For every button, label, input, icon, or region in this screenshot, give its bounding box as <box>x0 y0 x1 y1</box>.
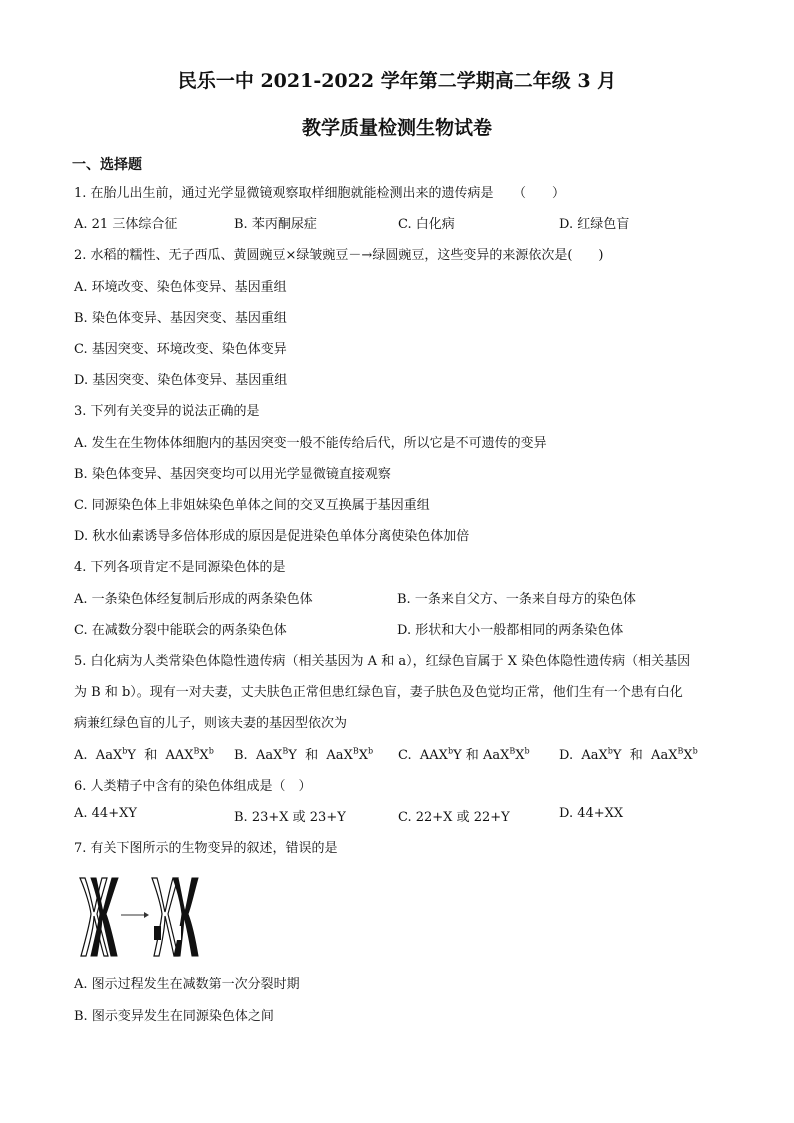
q5-option-a: A. AaX$^b$Y 和 $AAX^BX^b$ <box>74 746 214 763</box>
q4-option-b: B. 一条来自父方、一条来自母方的染色体 <box>397 592 636 607</box>
q3-option-b: B. 染色体变异、基因突变均可以用光学显微镜直接观察 <box>74 467 391 482</box>
q4-option-d: D. 形状和大小一般都相同的两条染色体 <box>397 623 624 638</box>
question-1-stem: 1. 在胎儿出生前，通过光学显微镜观察取样细胞就能检测出来的遗传病是 （ ） <box>74 186 566 201</box>
question-3-stem: 3. 下列有关变异的说法正确的是 <box>74 404 260 419</box>
q1-option-b: B. 苯丙酮尿症 <box>234 217 317 232</box>
q3-option-c: C. 同源染色体上非姐妹染色单体之间的交叉互换属于基因重组 <box>74 498 430 513</box>
chromosome-crossover-figure <box>74 874 199 960</box>
question-4-stem: 4. 下列各项肯定不是同源染色体的是 <box>74 560 286 575</box>
q4-option-a: A. 一条染色体经复制后形成的两条染色体 <box>74 592 313 607</box>
question-5-line-1: 5. 白化病为人类常染色体隐性遗传病（相关基因为 A 和 a），红绿色盲属于 X 染色体隐性遗传病（相关基因 <box>74 654 691 669</box>
q6-option-b: B. 23+X 或 23+Y <box>234 810 346 825</box>
q2-option-d: D. 基因突变、染色体变异、基因重组 <box>74 373 288 388</box>
homologous-pair-before <box>80 878 118 956</box>
q3-option-a: A. 发生在生物体体细胞内的基因突变一般不能传给后代，所以它是不可遗传的变异 <box>74 436 547 451</box>
q4-option-c: C. 在减数分裂中能联会的两条染色体 <box>74 623 287 638</box>
q2-option-a: A. 环境改变、染色体变异、基因重组 <box>74 280 287 295</box>
q7-option-a: A. 图示过程发生在减数第一次分裂时期 <box>74 977 300 992</box>
arrow-icon <box>121 912 149 918</box>
question-2-stem: 2. 水稻的糯性、无子西瓜、黄圆豌豆×绿皱豌豆－→绿圆豌豆，这些变异的来源依次是( ) <box>74 248 604 263</box>
homologous-pair-after <box>152 878 198 956</box>
q1-option-c: C. 白化病 <box>398 217 455 232</box>
exam-title-line1: 民乐一中 2021-2022 学年第二学期高二年级 3 月 <box>177 70 617 92</box>
q3-option-d: D. 秋水仙素诱导多倍体形成的原因是促进染色单体分离使染色体加倍 <box>74 529 470 544</box>
q6-option-a: A. 44+XY <box>74 806 137 821</box>
q6-option-c: C. 22+X 或 22+Y <box>398 810 510 825</box>
q5-option-d: D. AaX$^b$Y 和 $AaX^BX^b$ <box>559 746 698 763</box>
exam-title-line2: 教学质量检测生物试卷 <box>301 117 492 139</box>
q5-option-c: C. AAX$^b$Y 和 $AaX^BX^b$ <box>398 746 530 763</box>
q7-option-b: B. 图示变异发生在同源染色体之间 <box>74 1009 274 1024</box>
question-6-stem: 6. 人类精子中含有的染色体组成是（ ） <box>74 779 312 794</box>
q6-option-d: D. 44+XX <box>559 806 624 821</box>
q2-option-b: B. 染色体变异、基因突变、基因重组 <box>74 311 287 326</box>
question-5-line-3: 病兼红绿色盲的儿子，则该夫妻的基因型依次为 <box>74 716 348 731</box>
q5-option-b: B. AaX$^B$Y 和 $AaX^BX^b$ <box>234 746 374 763</box>
q1-option-a: A. 21 三体综合征 <box>74 217 178 232</box>
section-heading: 一、选择题 <box>72 157 142 173</box>
question-7-stem: 7. 有关下图所示的生物变异的叙述，错误的是 <box>74 841 338 856</box>
question-5-line-2: 为 B 和 b）。现有一对夫妻，丈夫肤色正常但患红绿色盲，妻子肤色及色觉均正常，他们生有一个患有白化 <box>74 685 683 700</box>
q1-option-d: D. 红绿色盲 <box>559 217 630 232</box>
q2-option-c: C. 基因突变、环境改变、染色体变异 <box>74 342 287 357</box>
